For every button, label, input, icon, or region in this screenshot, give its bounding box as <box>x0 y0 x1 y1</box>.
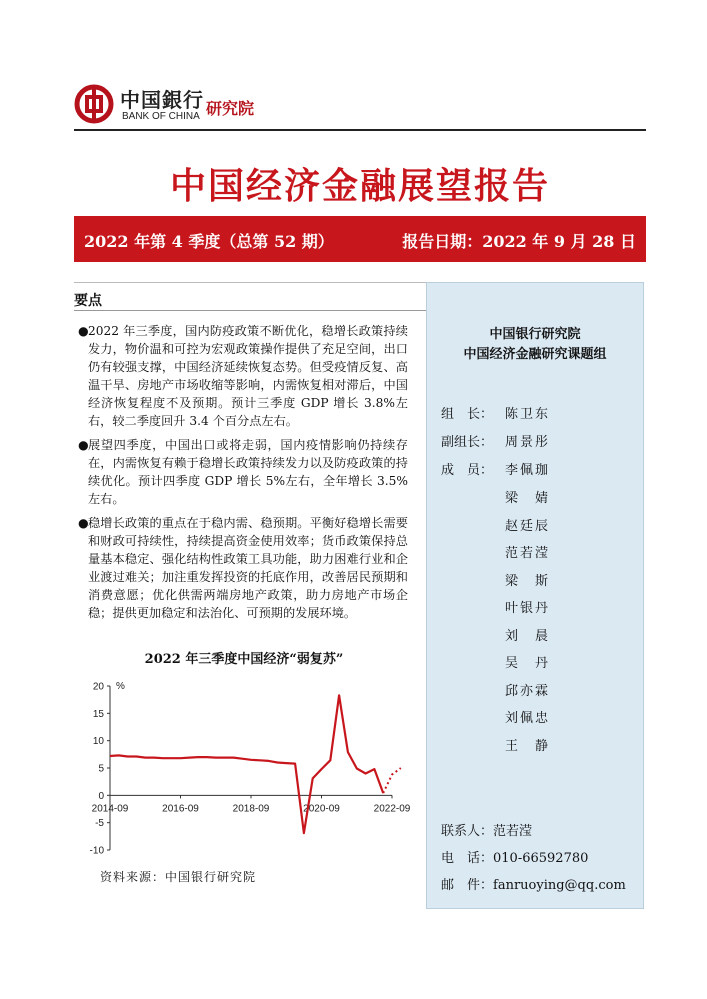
member-row <box>441 487 550 506</box>
chart-title: 2022 年三季度中国经济“弱复苏” <box>144 652 344 667</box>
leader-label: 组 长： <box>441 407 494 422</box>
chart-source: 资料来源：中国银行研究院 <box>100 870 257 884</box>
key-point-text: 展望四季度，中国出口或将走弱，国内疫情影响仍持续存在，内需恢复有赖于稳增长政策持续发力以及防疫政策的持续优化。预计四季度 GDP 增长 5%左右，全年增长 3.5%左右。 <box>88 438 408 506</box>
x-tick-label: 2020-09 <box>303 803 340 815</box>
member-name: 刘 晨 <box>505 629 551 644</box>
member-name: 范若滢 <box>505 546 551 561</box>
key-point-item <box>78 436 408 508</box>
key-points-title: 要点 <box>74 293 102 309</box>
member-name: 刘佩忠 <box>505 711 551 726</box>
forecast-gdp-line <box>383 768 401 793</box>
members-label: 成 员： <box>441 463 494 478</box>
bullet-icon: ● <box>78 516 89 530</box>
contact-row <box>441 820 532 839</box>
leader-name: 陈卫东 <box>505 407 551 422</box>
panel-org-name: 中国银行研究院 <box>489 327 581 342</box>
y-tick-label: -5 <box>95 818 104 830</box>
header-rule <box>74 129 646 131</box>
member-row <box>441 542 550 561</box>
logo-chinese-text: 中国銀行 <box>120 88 204 112</box>
bullet-icon: ● <box>78 324 89 338</box>
member-row <box>441 597 550 616</box>
panel-group-name: 中国经济金融研究课题组 <box>463 347 607 362</box>
report-date: 报告日期：2022 年 9 月 28 日 <box>402 232 636 251</box>
key-point-text: 稳增长政策的重点在于稳内需、稳预期。平衡好稳增长需要和财政可持续性，持续提高资金使用效率；货币政策保持总量基本稳定、强化结构性政策工具功能，助力困难行业和企业渡过难关；加注重发挥投资的托底作用，改善居民预期和消费意愿；优化供需两端房地产政策，助力房地产市场企稳；提供更加稳定和法治化、可预期的发展环境。 <box>88 516 408 620</box>
y-tick-label: 5 <box>98 763 104 775</box>
member-row <box>441 570 550 589</box>
member-name: 赵廷辰 <box>505 519 551 534</box>
x-tick-label: 2014-09 <box>91 803 129 815</box>
member-name: 李佩珈 <box>505 463 551 478</box>
member-row <box>441 515 550 534</box>
bank-of-china-emblem-icon <box>74 84 114 124</box>
deputy-name: 周景彤 <box>505 435 551 450</box>
member-name: 王 静 <box>505 739 551 754</box>
email-address[interactable]: fanruoying@qq.com <box>493 878 626 893</box>
y-tick-label: 0 <box>98 790 104 802</box>
phone-row <box>441 847 588 866</box>
member-row <box>441 707 550 726</box>
y-tick-label: -10 <box>89 845 104 857</box>
member-name: 梁 婧 <box>505 491 551 506</box>
issue-number: 2022 年第 4 季度（总第 52 期） <box>84 232 334 251</box>
member-name: 吴 丹 <box>505 656 551 671</box>
key-point-item <box>78 322 408 430</box>
member-name: 叶银丹 <box>505 601 551 616</box>
x-tick-label: 2016-09 <box>162 803 199 815</box>
contact-name: 范若滢 <box>493 824 533 839</box>
y-tick-label: 15 <box>92 708 104 720</box>
phone-number: 010-66592780 <box>493 851 589 866</box>
member-name: 邱亦霖 <box>505 684 551 699</box>
team-leader-row <box>441 403 550 422</box>
y-tick-label: 20 <box>92 681 104 693</box>
section-top-rule <box>74 282 426 283</box>
member-row <box>441 625 550 644</box>
contact-label: 联系人： <box>441 824 494 839</box>
report-title: 中国经济金融展望报告 <box>169 165 550 207</box>
gdp-line-chart <box>74 668 414 863</box>
phone-label: 电 话： <box>441 851 494 866</box>
email-row <box>441 874 626 893</box>
logo-english-text: BANK OF CHINA <box>122 111 200 122</box>
member-row <box>441 652 550 671</box>
members-row <box>441 459 550 478</box>
member-row <box>441 735 550 754</box>
institute-name: 研究院 <box>206 99 255 118</box>
key-point-item <box>78 514 408 622</box>
y-axis-unit: % <box>116 681 125 692</box>
bullet-icon: ● <box>78 438 89 452</box>
deputy-label: 副组长： <box>441 435 494 450</box>
issue-band <box>74 216 646 262</box>
x-tick-label: 2018-09 <box>232 803 270 815</box>
deputy-leader-row <box>441 431 550 450</box>
x-tick-label: 2022-09 <box>373 803 411 815</box>
member-name: 梁 斯 <box>505 574 551 589</box>
email-label: 邮 件： <box>441 878 494 893</box>
section-rule <box>74 310 426 311</box>
y-tick-label: 10 <box>92 736 104 748</box>
key-point-text: 2022 年三季度，国内防疫政策不断优化，稳增长政策持续发力，物价温和可控为宏观政策操作提供了充足空间，出口仍有较强支撑，中国经济延续恢复态势。但受疫情反复、高温干旱、房地产市场收缩等影响，内需恢复相对滞后，中国经济恢复程度不及预期。预计三季度 GDP 增长 3.8%左右，较二季度回升 3.4 个百分点左右。 <box>88 324 408 428</box>
key-points-list <box>78 322 408 628</box>
research-team-panel <box>426 282 644 909</box>
member-row <box>441 680 550 699</box>
